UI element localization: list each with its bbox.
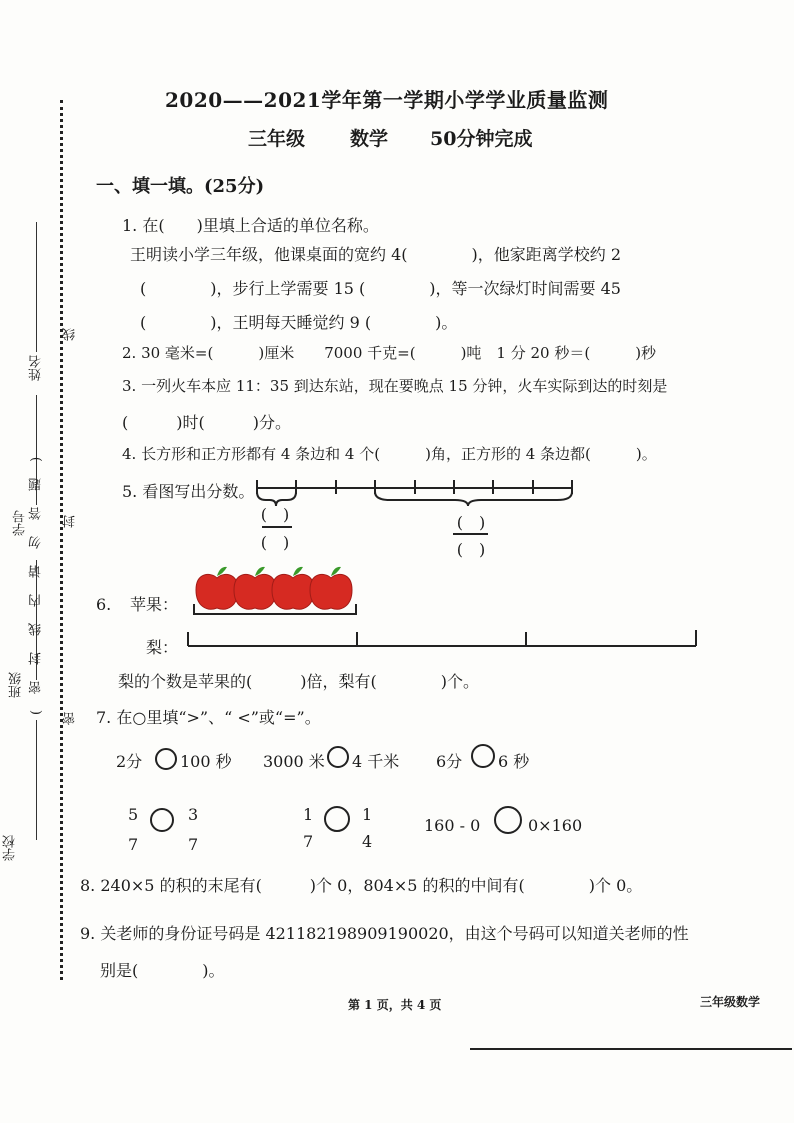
compare-circle-5[interactable] — [324, 806, 350, 832]
q7-r1c-right: 6 秒 — [498, 752, 530, 771]
compare-circle-6[interactable] — [494, 806, 522, 834]
subtitle-time: 50分钟完成 — [430, 128, 533, 150]
q7-r2c-right: 0×160 — [528, 816, 583, 835]
q1-intro: 1. 在( )里填上合适的单位名称。 — [122, 216, 379, 235]
q6-question: 梨的个数是苹果的( )倍，梨有( )个。 — [118, 672, 479, 691]
q5-segment-diagram — [250, 474, 580, 554]
q7-r1a-right: 100 秒 — [180, 752, 232, 771]
label-class: 班级 — [9, 672, 24, 698]
seal-char-secret: 密 — [63, 712, 78, 725]
name-write-line — [36, 222, 37, 352]
exam-title: 2020——2021学年第一学期小学学业质量监测 — [165, 88, 609, 112]
section-heading: 一、填一填。(25分) — [96, 176, 265, 197]
q3-line2: ( )时( )分。 — [122, 413, 291, 432]
frac2-den: 7 — [188, 835, 199, 854]
q5-frac2-bottom: ( ) — [456, 540, 486, 559]
q7-r1b-right: 4 千米 — [352, 752, 400, 771]
apple-row — [190, 564, 365, 620]
compare-circle-4[interactable] — [150, 808, 174, 832]
apple-icon — [310, 567, 352, 609]
q3-line1: 3. 一列火车本应 11：35 到达东站，现在要晚点 15 分钟，火车实际到达的时刻是 — [122, 377, 668, 395]
q1-line3: ( )，王明每天睡觉约 9 ( )。 — [140, 313, 458, 332]
frac3-den: 7 — [303, 832, 314, 851]
q5-frac1-top: ( ) — [260, 505, 290, 524]
apple-icon — [234, 567, 276, 609]
q7-r1a-left: 2分 — [116, 752, 143, 771]
q6-apple-label: 苹果： — [130, 595, 179, 614]
label-school: 学校 — [3, 835, 18, 861]
q6-pear-label: 梨： — [146, 638, 179, 657]
q7-r2c-left: 160 - 0 — [424, 816, 481, 835]
q7-r1b-left: 3000 米 — [263, 752, 325, 771]
q7-intro: 7. 在○里填“>”、“ <”或“=”。 — [96, 708, 321, 727]
q8-text: 8. 240×5 的积的末尾有( )个 0，804×5 的积的中间有( )个 0。 — [80, 876, 643, 895]
subtitle-grade: 三年级 — [248, 128, 306, 150]
frac4-den: 4 — [362, 832, 373, 851]
frac3-num: 1 — [303, 805, 314, 824]
footer-subject: 三年级数学 — [700, 995, 761, 1009]
frac1-den: 7 — [128, 835, 139, 854]
pear-bar — [184, 626, 704, 652]
binding-dotted-line — [60, 100, 63, 980]
q5-text: 5. 看图写出分数。 — [122, 482, 255, 501]
page-number: 第 1 页，共 4 页 — [348, 998, 442, 1012]
q1-line2: ( )，步行上学需要 15 ( )，等一次绿灯时间需要 45 — [140, 279, 621, 298]
label-id: 学号 — [13, 510, 28, 536]
frac1-num: 5 — [128, 805, 139, 824]
q5-frac1-bottom: ( ) — [260, 533, 290, 552]
q9-line1: 9. 关老师的身份证号码是 421182198909190020，由这个号码可以知道关老师的性 — [80, 924, 689, 943]
frac2-num: 3 — [188, 805, 199, 824]
seal-char-line: 线 — [63, 328, 78, 341]
frac4-num: 1 — [362, 805, 373, 824]
subtitle-subject: 数学 — [350, 128, 389, 150]
school-write-line — [36, 720, 37, 840]
sealed-notice: (密封线内请勿答题) — [29, 440, 44, 715]
q7-r1c-left: 6分 — [436, 752, 463, 771]
apple-icon — [272, 567, 314, 609]
apple-icon — [196, 567, 238, 609]
label-name: 姓名 — [29, 355, 44, 381]
q2-text: 2. 30 毫米=( )厘米 7000 千克=( )吨 1 分 20 秒＝( )秒 — [122, 344, 657, 362]
q4-text: 4. 长方形和正方形都有 4 条边和 4 个( )角，正方形的 4 条边都( )。 — [122, 445, 657, 463]
compare-circle-3[interactable] — [471, 744, 495, 768]
seal-char-seal: 封 — [63, 515, 78, 528]
q9-line2: 别是( )。 — [100, 961, 225, 980]
footer-rule — [470, 1048, 792, 1050]
compare-circle-2[interactable] — [327, 746, 349, 768]
q6-num: 6. — [96, 595, 112, 614]
compare-circle-1[interactable] — [155, 748, 177, 770]
q5-frac2-top: ( ) — [456, 513, 486, 532]
q1-line1: 王明读小学三年级，他课桌面的宽约 4( )，他家距离学校约 2 — [130, 245, 622, 264]
